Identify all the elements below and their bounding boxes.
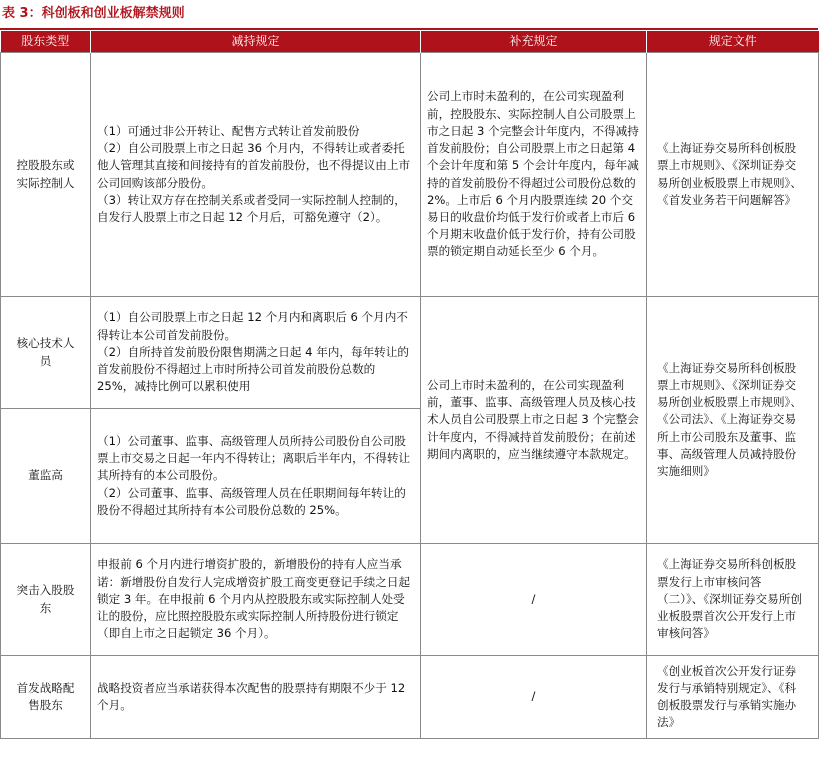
header-supplementary-rules: 补充规定 (421, 31, 647, 53)
row-strategic-placement-rule: 战略投资者应当承诺获得本次配售的股票持有期限不少于 12 个月。 (91, 656, 421, 739)
row-pre-ipo-investor-rule: 申报前 6 个月内进行增资扩股的，新增股份的持有人应当承诺：新增股份自发行人完成增资扩股工商变更登记手续之日起锁定 3 年。在申报前 6 个月内从控股股东或实际控制人处受让的股份，应比照控股股东或实际控制人所持股份进行锁定（即自上市之日起锁定 36 个月）。 (91, 544, 421, 656)
row-strategic-placement-supplement: / (421, 656, 647, 739)
row-pre-ipo-investor-docs: 《上海证券交易所科创板股票发行上市审核问答（二）》、《深圳证券交易所创业板股票首次公开发行上市审核问答》 (647, 544, 819, 656)
row-directors-type: 董监高 (1, 409, 91, 544)
unlock-rules-table (0, 31, 819, 739)
header-reduction-rules: 减持规定 (91, 31, 421, 53)
row-pre-ipo-investor-type: 突击入股股 东 (1, 544, 91, 656)
row-controlling-shareholder-type: 控股股东或 实际控制人 (1, 53, 91, 297)
row-strategic-placement-type: 首发战略配 售股东 (1, 656, 91, 739)
row-core-tech-type: 核心技术人 员 (1, 297, 91, 409)
table-row (1, 544, 819, 656)
row-controlling-shareholder-docs: 《上海证券交易所科创板股票上市规则》、《深圳证券交易所创业板股票上市规则》、《首发业务若干问题解答》 (647, 53, 819, 297)
row-core-tech-docs: 《上海证券交易所科创板股票上市规则》、《深圳证券交易所创业板股票上市规则》、《公司法》、《上海证券交易所上市公司股东及董事、监事、高级管理人员减持股份实施细则》 (647, 297, 819, 544)
row-controlling-shareholder-rule: （1）可通过非公开转让、配售方式转让首发前股份 （2）自公司股票上市之日起 36 个月内，不得转让或者委托他人管理其直接和间接持有的首发前股份，也不得提议由上市公司回购该部分股份。 （3）转让双方存在控制关系或者受同一实际控制人控制的，自发行人股票上市之日起 12 个月后，可豁免遵守（2）。 (91, 53, 421, 297)
caption-divider (0, 28, 818, 30)
table-row (1, 53, 819, 297)
table-header-row (1, 31, 819, 53)
table-caption: 表 3：科创板和创业板解禁规则 (2, 6, 185, 21)
row-core-tech-rule: （1）自公司股票上市之日起 12 个月内和离职后 6 个月内不得转让本公司首发前股份。 （2）自所持首发前股份限售期满之日起 4 年内，每年转让的首发前股份不得超过上市时所持公司首发前股份总数的 25%，减持比例可以累积使用 (91, 297, 421, 409)
header-regulation-documents: 规定文件 (647, 31, 819, 53)
table-row (1, 297, 819, 409)
row-strategic-placement-docs: 《创业板首次公开发行证券发行与承销特别规定》、《科创板股票发行与承销实施办法》 (647, 656, 819, 739)
row-directors-rule: （1）公司董事、监事、高级管理人员所持公司股份自公司股票上市交易之日起一年内不得转让；离职后半年内，不得转让其所持有的本公司股份。 （2）公司董事、监事、高级管理人员在任职期间每年转让的股份不得超过其所持有本公司股份总数的 25%。 (91, 409, 421, 544)
row-pre-ipo-investor-supplement: / (421, 544, 647, 656)
row-core-tech-supplement: 公司上市时未盈利的，在公司实现盈利前，董事、监事、高级管理人员及核心技术人员自公司股票上市之日起 3 个完整会计年度内，不得减持首发前股份；在前述期间内离职的，应当继续遵守本款规定。 (421, 297, 647, 544)
table-row (1, 656, 819, 739)
row-controlling-shareholder-supplement: 公司上市时未盈利的，在公司实现盈利前，控股股东、实际控制人自公司股票上市之日起 3 个完整会计年度内，不得减持首发前股份；自公司股票上市之日起第 4 个会计年度和第 5 个会计年度内，每年减持的首发前股份不得超过公司股份总数的 2%。上市后 6 个月内股票连续 20 个交易日的收盘价均低于发行价或者上市后 6 个月期末收盘价低于发行价，持有公司股票的锁定期自动延长至少 6 个月。 (421, 53, 647, 297)
header-shareholder-type: 股东类型 (1, 31, 91, 53)
